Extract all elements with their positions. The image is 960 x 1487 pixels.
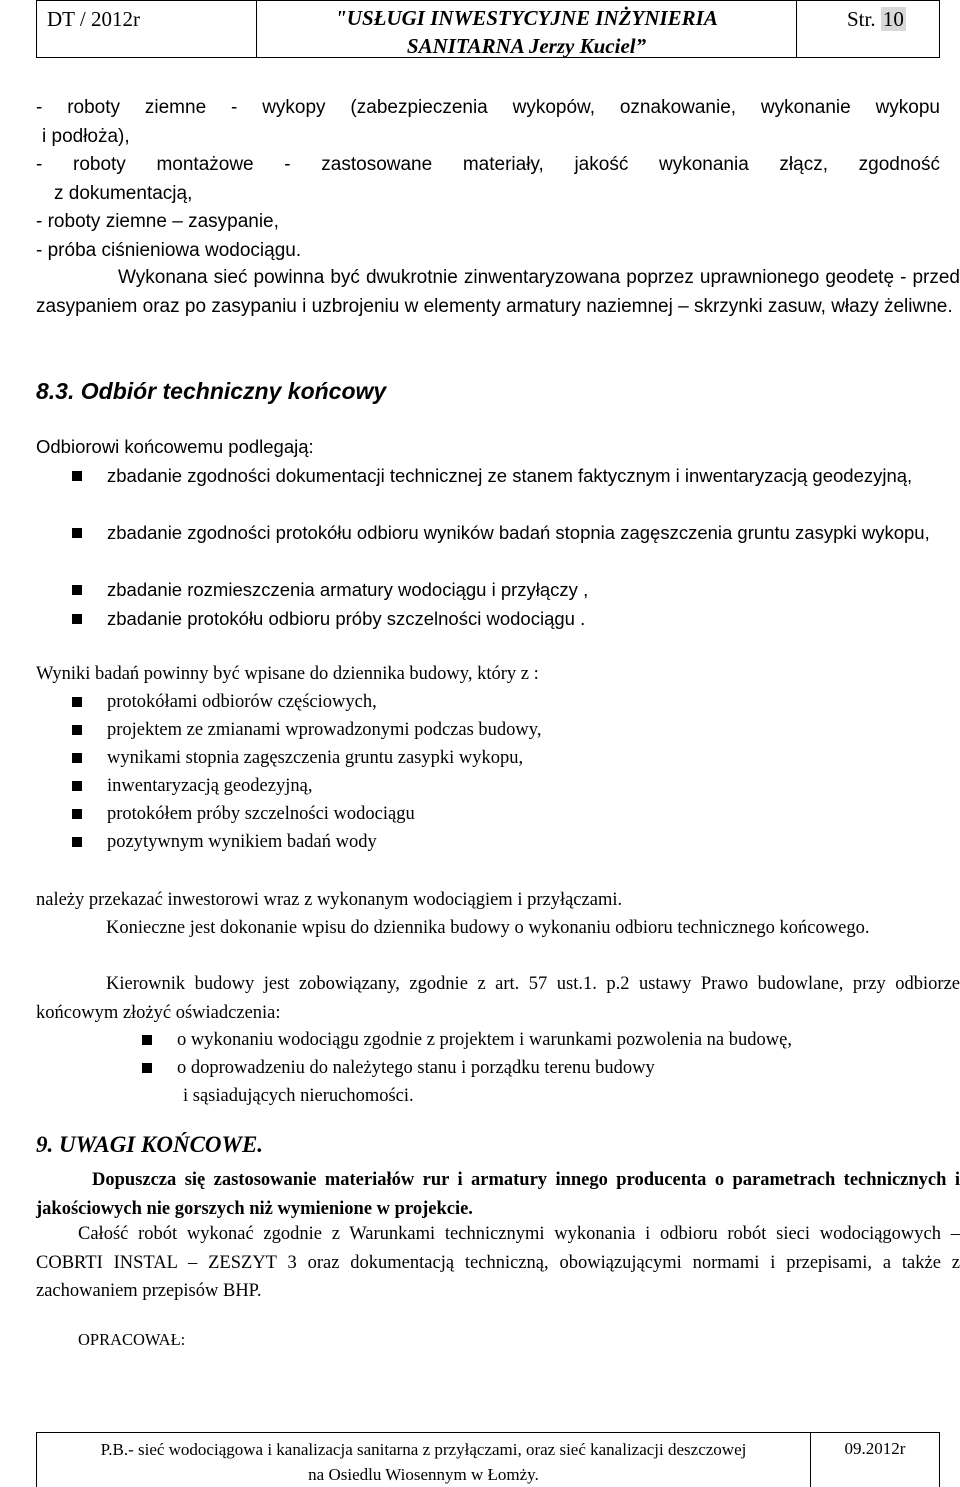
list-item: zbadanie zgodności protokółu odbioru wyników badań stopnia zagęszczenia gruntu zasypki wykopu, [107, 519, 960, 548]
list-item: zbadanie zgodności dokumentacji technicznej ze stanem faktycznym i inwentaryzacją geodezyjną, [107, 462, 960, 491]
bullet-square-icon [142, 1063, 152, 1073]
header-company-line2: SANITARNA Jerzy Kuciel” [406, 34, 647, 58]
bullet-square-icon [72, 471, 82, 481]
list-item: projektem ze zmianami wprowadzonymi podczas budowy, [107, 716, 960, 745]
intro-line: - próba ciśnieniowa wodociągu. [36, 239, 302, 261]
list-item: zbadanie rozmieszczenia armatury wodociągu i przyłączy , [107, 576, 960, 605]
bullet-square-icon [72, 697, 82, 707]
intro-line: i podłoża), [42, 125, 130, 147]
footer-date: 09.2012r [844, 1439, 906, 1458]
list-item: protokółem próby szczelności wodociągu [107, 800, 960, 829]
manager-paragraph: Kierownik budowy jest zobowiązany, zgodnie z art. 57 ust.1. p.2 ustawy Prawo budowlane, przy odbiorze końcowym złożyć oświadczenia: [36, 974, 960, 1023]
footer-project [37, 1433, 811, 1487]
header-company-line1: "USŁUGI INWESTYCYJNE INŻYNIERIA [335, 6, 718, 30]
page-footer [36, 1432, 940, 1487]
list-item: o wykonaniu wodociągu zgodnie z projektem i warunkami pozwolenia na budowę, [177, 1026, 960, 1055]
page-header [36, 0, 940, 58]
bullet-square-icon [72, 781, 82, 791]
section-heading-8-3: 8.3. Odbiór techniczny końcowy [36, 378, 387, 404]
list-item: zbadanie protokółu odbioru próby szczelności wodociągu . [107, 605, 960, 634]
signature-label: OPRACOWAŁ: [78, 1330, 186, 1349]
bullet-square-icon [72, 725, 82, 735]
footer-line2: na Osiedlu Wiosennym w Łomży. [308, 1465, 539, 1484]
bullet-square-icon [72, 614, 82, 624]
bullet-square-icon [72, 837, 82, 847]
bullet-square-icon [72, 753, 82, 763]
intro-line: z dokumentacją, [54, 182, 193, 204]
list-item: wynikami stopnia zagęszczenia gruntu zasypki wykopu, [107, 744, 960, 773]
standards-paragraph: Całość robót wykonać zgodnie z Warunkami technicznymi wykonania i odbioru robót sieci wodociągowych – COBRTI INSTAL – ZESZYT 3 oraz dokumentacją techniczną, obowiązującymi normami i przepisami, a także z zachowaniem przepisów BHP. [36, 1224, 960, 1301]
intro-paragraph: Wykonana sieć powinna być dwukrotnie zinwentaryzowana poprzez uprawnionego geodetę - przed zasypaniem oraz po zasypaniu i uzbrojeniu w elementy armatury naziemnej – skrzynki zasuw, włazy żeliwne. [36, 267, 960, 317]
header-page [797, 1, 939, 57]
header-page-number: 10 [882, 7, 904, 31]
header-company [257, 1, 797, 57]
section83-lead: Odbiorowi końcowemu podlegają: [36, 436, 314, 457]
list-item: pozytywnym wynikiem badań wody [107, 828, 960, 857]
intro-list [36, 94, 960, 265]
bullet-square-icon [72, 809, 82, 819]
list-item: inwentaryzacją geodezyjną, [107, 772, 960, 801]
header-doc-code: DT / 2012r [37, 1, 257, 57]
results-lead: Wyniki badań powinny być wpisane do dziennika budowy, który z : [36, 664, 539, 684]
list-item: protokółami odbiorów częściowych, [107, 688, 960, 717]
handover-text: należy przekazać inwestorowi wraz z wykonanym wodociągiem i przyłączami. [36, 890, 623, 910]
list-item-continuation: i sąsiadujących nieruchomości. [183, 1086, 414, 1106]
list-item: o doprowadzeniu do należytego stanu i porządku terenu budowy [177, 1054, 960, 1083]
intro-line: - roboty ziemne – zasypanie, [36, 211, 279, 232]
intro-line: - roboty montażowe - zastosowane materiały, jakość wykonania złącz, zgodność [36, 154, 940, 175]
intro-line: - roboty ziemne - wykopy (zabezpieczenia wykopów, oznakowanie, wykonanie wykopu [36, 97, 940, 118]
entry-paragraph: Konieczne jest dokonanie wpisu do dziennika budowy o wykonaniu odbioru technicznego końcowego. [106, 918, 870, 938]
header-page-label: Str. [847, 7, 876, 31]
footer-line1: P.B.- sieć wodociągowa i kanalizacja sanitarna z przyłączami, oraz sieć kanalizacji deszczowej [100, 1440, 747, 1459]
bullet-square-icon [142, 1035, 152, 1045]
bullet-square-icon [72, 585, 82, 595]
section-heading-9: 9. UWAGI KOŃCOWE. [36, 1132, 264, 1157]
bullet-square-icon [72, 528, 82, 538]
materials-paragraph: Dopuszcza się zastosowanie materiałów rur i armatury innego producenta o parametrach technicznych i jakościowych nie gorszych niż wymienione w projekcie. [36, 1170, 960, 1219]
